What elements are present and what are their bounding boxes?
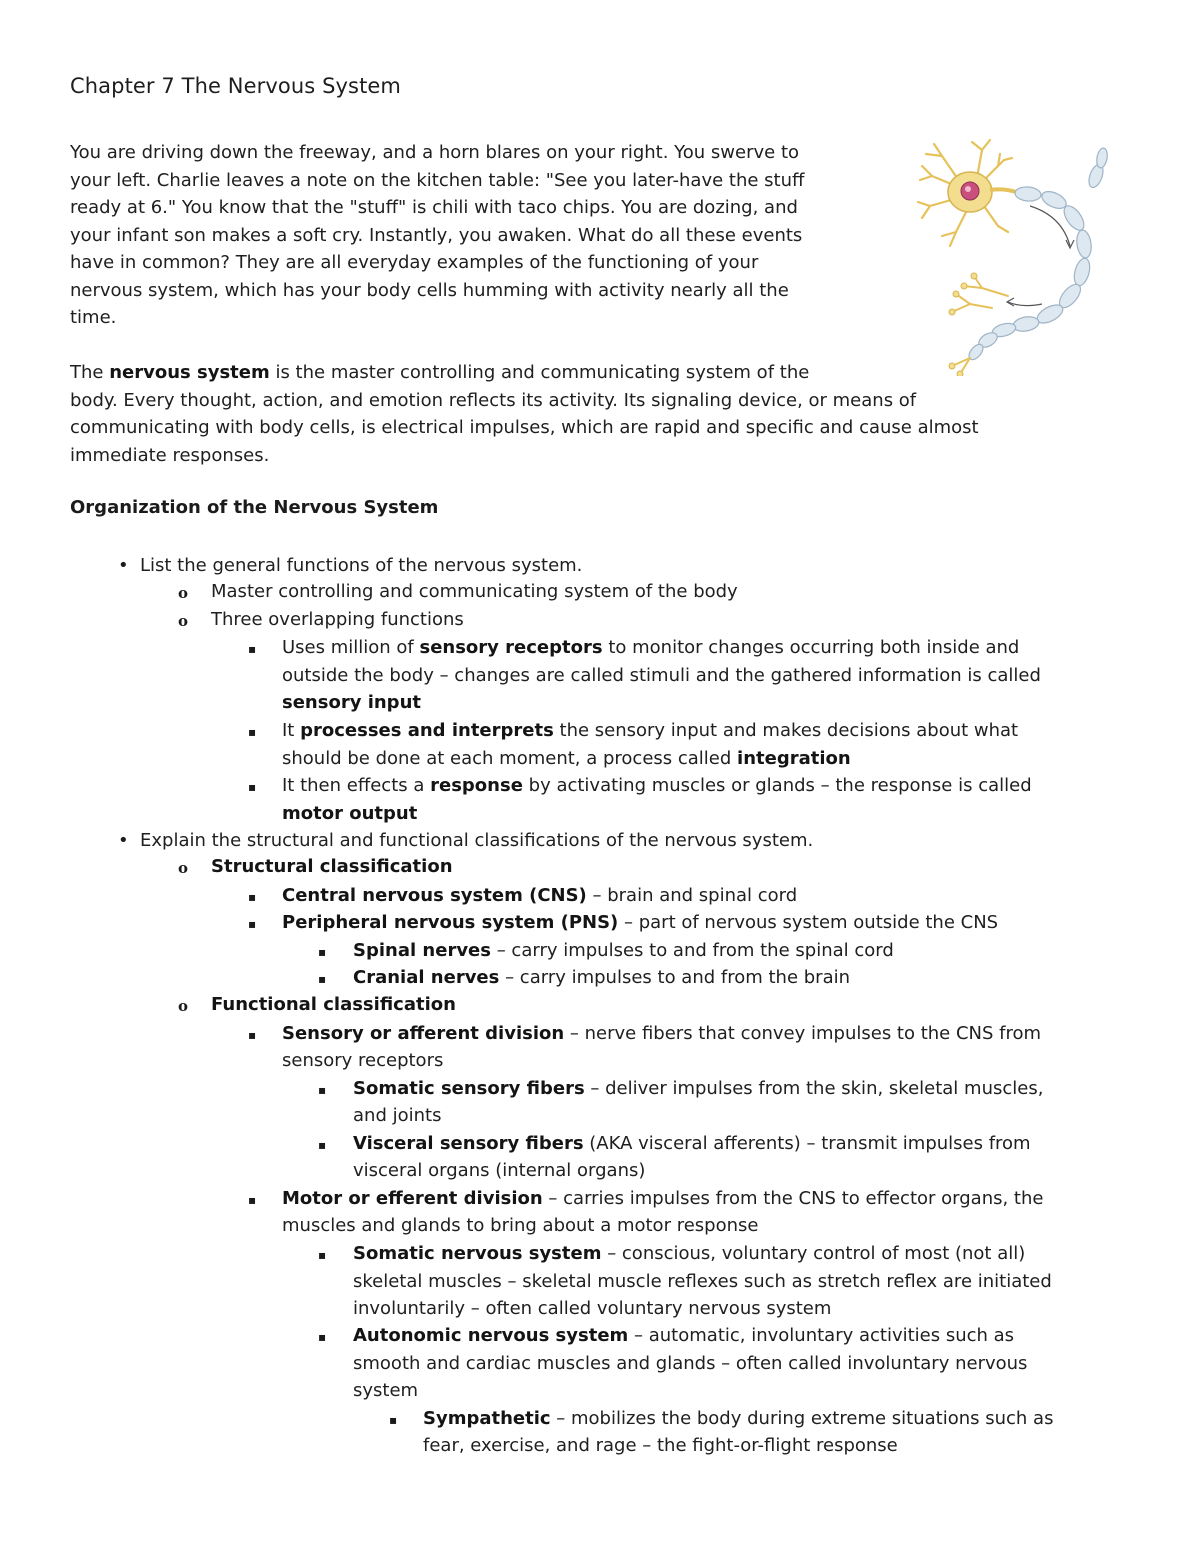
text-run: (AKA visceral afferents) – transmit impulses from — [583, 1133, 1031, 1154]
list-item-continuation — [282, 745, 851, 773]
bold-term: Visceral sensory fibers — [353, 1133, 584, 1154]
text-run: – deliver impulses from the skin, skeletal muscles, — [584, 1078, 1044, 1099]
bullet-marker: ▪ — [248, 1193, 257, 1207]
list-item — [282, 1185, 1043, 1213]
bullet-marker: ▪ — [318, 1083, 327, 1097]
text-run: by activating muscles or glands – the response is called — [522, 775, 1032, 796]
bullet-marker: ▪ — [318, 1138, 327, 1152]
text-run: – mobilizes the body during extreme situations such as — [550, 1408, 1054, 1429]
text-run: to monitor changes occurring both inside and — [602, 637, 1020, 658]
list-item — [353, 964, 850, 992]
bullet-marker: ▪ — [248, 725, 257, 739]
text-run: – part of nervous system outside the CNS — [618, 912, 999, 933]
list-item-continuation: visceral organs (internal organs) — [353, 1160, 646, 1181]
list-item — [353, 1322, 1014, 1350]
bullet-marker: o — [178, 997, 189, 1015]
text-run: – carry impulses to and from the brain — [499, 967, 851, 988]
list-item — [282, 717, 1018, 745]
bold-term: sensory input — [282, 692, 421, 713]
bold-term: Motor or efferent division — [282, 1188, 543, 1209]
list-item: Three overlapping functions — [211, 609, 464, 630]
bold-term: Somatic sensory fibers — [353, 1078, 585, 1099]
list-item-continuation — [282, 800, 417, 828]
list-item-continuation: sensory receptors — [282, 1050, 444, 1071]
bold-term: Structural classification — [211, 856, 453, 877]
bold-term: motor output — [282, 803, 418, 824]
bullet-marker: o — [178, 612, 189, 630]
bold-term: processes and interprets — [300, 720, 554, 741]
bold-term: Functional classification — [211, 994, 456, 1015]
bold-term: Sympathetic — [423, 1408, 551, 1429]
list-item — [282, 882, 797, 910]
bold-term: sensory receptors — [419, 637, 603, 658]
bold-term: Autonomic nervous system — [353, 1325, 629, 1346]
ns-line: immediate responses. — [70, 444, 270, 466]
bullet-marker: ▪ — [248, 890, 257, 904]
list-item — [282, 634, 1019, 662]
bold-term: Peripheral nervous system (PNS) — [282, 912, 619, 933]
intro-line: time. — [70, 307, 117, 328]
bullet-marker: • — [118, 555, 129, 576]
list-item-continuation — [282, 689, 421, 717]
text-run: It then effects a — [282, 775, 431, 796]
list-item — [282, 909, 998, 937]
nervous-system-paragraph — [70, 359, 1130, 469]
list-item: List the general functions of the nervous system. — [140, 555, 583, 576]
bullet-marker: ▪ — [389, 1413, 398, 1427]
intro-line: You are driving down the freeway, and a horn blares on your right. You swerve to — [70, 142, 800, 163]
bullet-marker: ▪ — [248, 1028, 257, 1042]
text-run: should be done at each moment, a process called — [282, 748, 738, 769]
bullet-marker: ▪ — [248, 780, 257, 794]
bullet-marker: • — [118, 830, 129, 851]
bullet-marker: ▪ — [248, 642, 257, 656]
bullet-marker: ▪ — [248, 917, 257, 931]
intro-paragraph — [70, 139, 890, 332]
list-item — [211, 991, 456, 1019]
intro-line: your infant son makes a soft cry. Instantly, you awaken. What do all these events — [70, 224, 803, 246]
ns-line — [70, 359, 1130, 387]
text-run: – carry impulses to and from the spinal cord — [490, 940, 894, 961]
list-item — [353, 937, 894, 965]
list-item-continuation: involuntarily – often called voluntary nervous system — [353, 1298, 832, 1319]
list-item-continuation: smooth and cardiac muscles and glands – often called involuntary nervous — [353, 1353, 1028, 1374]
bullet-marker: ▪ — [318, 1330, 327, 1344]
list-item — [282, 772, 1032, 800]
bullet-marker: ▪ — [318, 945, 327, 959]
text-run: is the master controlling and communicating system of the — [269, 362, 810, 383]
list-item — [211, 853, 453, 881]
ns-line: body. Every thought, action, and emotion reflects its activity. Its signaling device, or means of — [70, 389, 917, 411]
bold-term: Spinal nerves — [353, 940, 491, 961]
list-item-continuation: skeletal muscles – skeletal muscle reflexes such as stretch reflex are initiated — [353, 1271, 1052, 1292]
bold-term: Cranial nerves — [353, 967, 500, 988]
list-item-continuation: muscles and glands to bring about a motor response — [282, 1215, 759, 1236]
text-run: – conscious, voluntary control of most (not all) — [601, 1243, 1026, 1264]
intro-line: your left. Charlie leaves a note on the kitchen table: "See you later-have the stuff — [70, 169, 805, 191]
bold-term: Sensory or afferent division — [282, 1023, 565, 1044]
text-run: – automatic, involuntary activities such as — [628, 1325, 1015, 1346]
list-item — [353, 1075, 1043, 1103]
bullet-marker: o — [178, 584, 189, 602]
list-item — [353, 1240, 1025, 1268]
bold-term: integration — [737, 748, 851, 769]
list-item: Explain the structural and functional classifications of the nervous system. — [140, 830, 814, 851]
list-item: Master controlling and communicating system of the body — [211, 581, 738, 602]
bold-term: Central nervous system (CNS) — [282, 885, 587, 906]
bold-term: Somatic nervous system — [353, 1243, 602, 1264]
page-title: Chapter 7 The Nervous System — [70, 74, 401, 98]
text-run: Uses million of — [282, 637, 420, 658]
section-heading: Organization of the Nervous System — [70, 497, 439, 518]
intro-line: nervous system, which has your body cells humming with activity nearly all the — [70, 279, 789, 301]
bullet-marker: ▪ — [318, 972, 327, 986]
text-run: the sensory input and makes decisions about what — [553, 720, 1019, 741]
list-item — [282, 1020, 1041, 1048]
ns-line: communicating with body cells, is electrical impulses, which are rapid and specific and cause almost — [70, 417, 979, 438]
bullet-marker: ▪ — [318, 1248, 327, 1262]
bold-term: nervous system — [109, 362, 270, 383]
neuron-illustration — [912, 136, 1112, 376]
bold-term: response — [430, 775, 523, 796]
text-run: – carries impulses from the CNS to effector organs, the — [542, 1188, 1044, 1209]
list-item — [353, 1130, 1031, 1158]
list-item-continuation: system — [353, 1380, 419, 1401]
intro-line: ready at 6." You know that the "stuff" is chili with taco chips. You are dozing, and — [70, 197, 798, 218]
text-run: – brain and spinal cord — [586, 885, 798, 906]
list-item-continuation: and joints — [353, 1105, 442, 1126]
list-item — [423, 1405, 1053, 1433]
intro-line: have in common? They are all everyday examples of the functioning of your — [70, 252, 759, 273]
text-run: The — [70, 362, 110, 383]
bullet-marker: o — [178, 859, 189, 877]
text-run: – nerve fibers that convey impulses to the CNS from — [564, 1023, 1042, 1044]
list-item-continuation: outside the body – changes are called stimuli and the gathered information is called — [282, 665, 1041, 686]
text-run: It — [282, 720, 301, 741]
list-item-continuation: fear, exercise, and rage – the fight-or-flight response — [423, 1435, 898, 1456]
